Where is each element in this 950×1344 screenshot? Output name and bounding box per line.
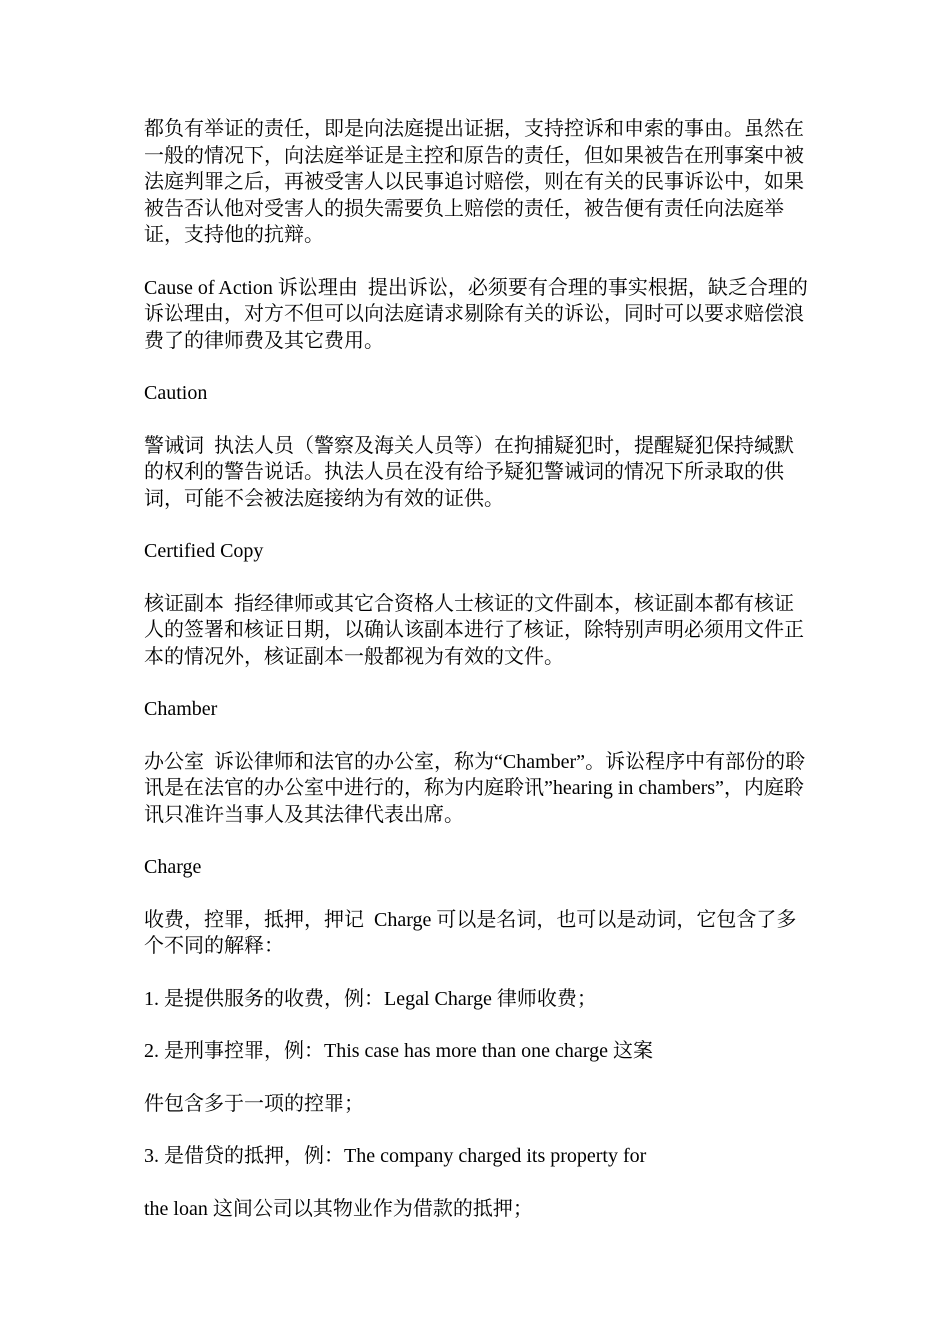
term-heading-caution: Caution	[144, 382, 208, 404]
term-heading-chamber: Chamber	[144, 698, 218, 720]
paragraph-gap	[144, 1170, 812, 1196]
term-heading-certified-copy: Certified Copy	[144, 540, 264, 562]
paragraph-gap	[144, 881, 812, 907]
list-item-charge-3-continued: the loan 这间公司以其物业作为借款的抵押；	[144, 1197, 533, 1220]
paragraph-gap	[144, 670, 812, 696]
paragraph-gap	[144, 1065, 812, 1091]
paragraph-certified-copy: 核证副本 指经律师或其它合资格人士核证的文件副本，核证副本都有核证人的签署和核证日期，以确认该副本进行了核证，除特别声明必须用文件正本的情况外，核证副本一般都视为有效的文件。	[144, 592, 804, 668]
paragraph-cause-of-action: Cause of Action 诉讼理由 提出诉讼，必须要有合理的事实根据，缺乏合理的诉讼理由，对方不但可以向法庭请求剔除有关的诉讼，同时可以要求赔偿浪费了的律师费及其它费用。	[144, 276, 808, 352]
paragraph-burden-of-proof: 都负有举证的责任，即是向法庭提出证据，支持控诉和申索的事由。虽然在一般的情况下，向法庭举证是主控和原告的责任，但如果被告在刑事案中被法庭判罪之后，再被受害人以民事追讨赔偿，则在有关的民事诉讼中，如果被告否认他对受害人的损失需要负上赔偿的责任，被告便有责任向法庭举证，支持他的抗辩。	[144, 118, 804, 246]
paragraph-caution: 警诫词 执法人员（警察及海关人员等）在拘捕疑犯时，提醒疑犯保持缄默的权利的警告说话。执法人员在没有给予疑犯警诫词的情况下所录取的供词，可能不会被法庭接纳为有效的证供。	[144, 434, 794, 510]
paragraph-gap	[144, 723, 812, 749]
term-heading-charge: Charge	[144, 856, 202, 878]
paragraph-gap	[144, 565, 812, 591]
document-page	[144, 116, 812, 1222]
paragraph-gap	[144, 1012, 812, 1038]
list-item-charge-3: 3. 是借贷的抵押，例：The company charged its property for	[144, 1145, 647, 1167]
paragraph-gap	[144, 354, 812, 380]
list-item-charge-2-continued: 件包含多于一项的控罪；	[144, 1092, 364, 1115]
paragraph-gap	[144, 960, 812, 986]
paragraph-chamber: 办公室 诉讼律师和法官的办公室，称为“Chamber”。诉讼程序中有部份的聆讯是在法官的办公室中进行的，称为内庭聆讯”hearing in chambers”，内庭聆讯只准许当事人及其法律代表出席。	[144, 750, 806, 826]
paragraph-gap	[144, 828, 812, 854]
list-item-charge-1: 1. 是提供服务的收费，例：Legal Charge 律师收费；	[144, 987, 597, 1010]
paragraph-charge-intro: 收费，控罪，抵押，押记 Charge 可以是名词，也可以是动词，它包含了多个不同的解释：	[144, 908, 797, 957]
paragraph-gap	[144, 249, 812, 275]
paragraph-gap	[144, 407, 812, 433]
list-item-charge-2: 2. 是刑事控罪，例：This case has more than one charge 这案	[144, 1040, 653, 1062]
paragraph-gap	[144, 1117, 812, 1143]
paragraph-gap	[144, 512, 812, 538]
